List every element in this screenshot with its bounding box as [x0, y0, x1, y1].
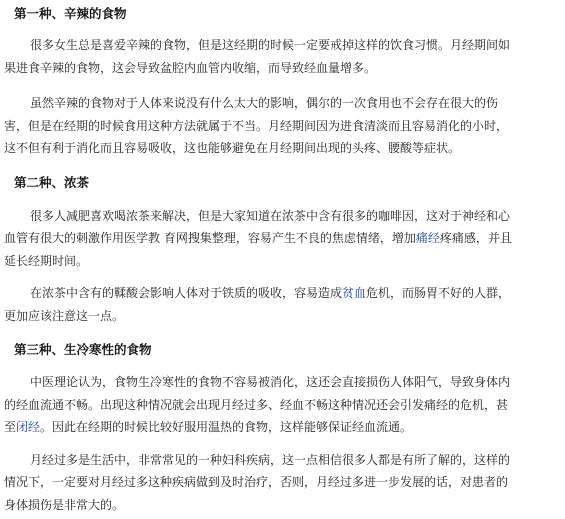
text-segment: 危机，而肠胃不好的人群，	[366, 286, 511, 300]
text-line: 身体损伤是非常大的。	[4, 497, 125, 512]
paragraph	[4, 282, 557, 327]
text-line: 的经血流通不畅。出现这种情况就会出现月经过多、经血不畅这种情况还会引发痛经的危机，甚	[4, 397, 509, 412]
text-line: 情况下，一定要对月经过多这种疾病做到及时治疗，否则，月经过多进一步发展的话，对患者的	[4, 475, 509, 489]
paragraph	[4, 371, 557, 439]
paragraph	[4, 92, 557, 160]
text-line: 很多人减肥喜欢喝浓茶来解决，但是大家知道在浓茶中含有很多的咖啡因，这对于神经和心	[30, 208, 511, 223]
text-line: 这不但有利于消化而且容易吸收，这也能够避免在月经期间出现的头疼、腰酸等症状。	[4, 141, 461, 155]
section-title-strong-tea: 第二种、浓茶	[14, 174, 90, 190]
text-line: 果进食辛辣的食物，这会导致盆腔内血管内收缩，而导致经血量增多。	[4, 60, 377, 75]
text-segment: 。因此在经期的时候比较好服用温热的食物，这样能够保证经血流通。	[40, 420, 413, 434]
text-line: 更加应该注意这一点。	[4, 308, 125, 323]
text-segment: 疼痛感，并且	[439, 231, 512, 245]
link-amenorrhea[interactable]: 闭经	[16, 420, 41, 434]
link-anemia[interactable]: 贫血	[342, 286, 367, 300]
text-line: 很多女生总是喜爱辛辣的食物，但是这经期的时候一定要戒掉这样的饮食习惯。月经期间如	[30, 38, 511, 52]
link-dysmenorrhea[interactable]: 痛经	[415, 231, 440, 245]
paragraph	[4, 205, 557, 273]
text-line: 延长经期时间。	[4, 253, 89, 268]
section-title-spicy-food: 第一种、辛辣的食物	[14, 6, 127, 21]
paragraph	[4, 34, 557, 79]
text-segment: 血管有很大的刺激作用医学教 育网搜集整理，容易产生不良的焦虑情绪，增加	[4, 231, 416, 245]
text-line: 害，但是在经期的时候食用这种方法就属于不当。月经期间因为进食清淡而且容易消化的小时，	[4, 118, 509, 133]
text-line: 虽然辛辣的食物对于人体来说没有什么太大的影响，偶尔的一次食用也不会存在很大的伤	[30, 96, 499, 110]
text-segment: 至	[4, 420, 17, 434]
text-segment: 在浓茶中含有的鞣酸会影响人体对于铁质的吸收，容易造成	[30, 286, 343, 300]
text-line	[4, 282, 557, 305]
article-body	[0, 3, 565, 519]
section-title-cold-food: 第三种、生冷寒性的食物	[14, 342, 152, 357]
paragraph	[4, 449, 557, 517]
text-line	[4, 416, 557, 439]
text-line: 月经过多是生活中，非常常见的一种妇科疾病，这一点相信很多人都是有所了解的，这样的	[30, 452, 511, 467]
text-line: 中医理论认为，食物生冷寒性的食物不容易被消化，这还会直接损伤人体阳气，导致身体内	[30, 375, 511, 389]
text-line	[4, 227, 557, 250]
